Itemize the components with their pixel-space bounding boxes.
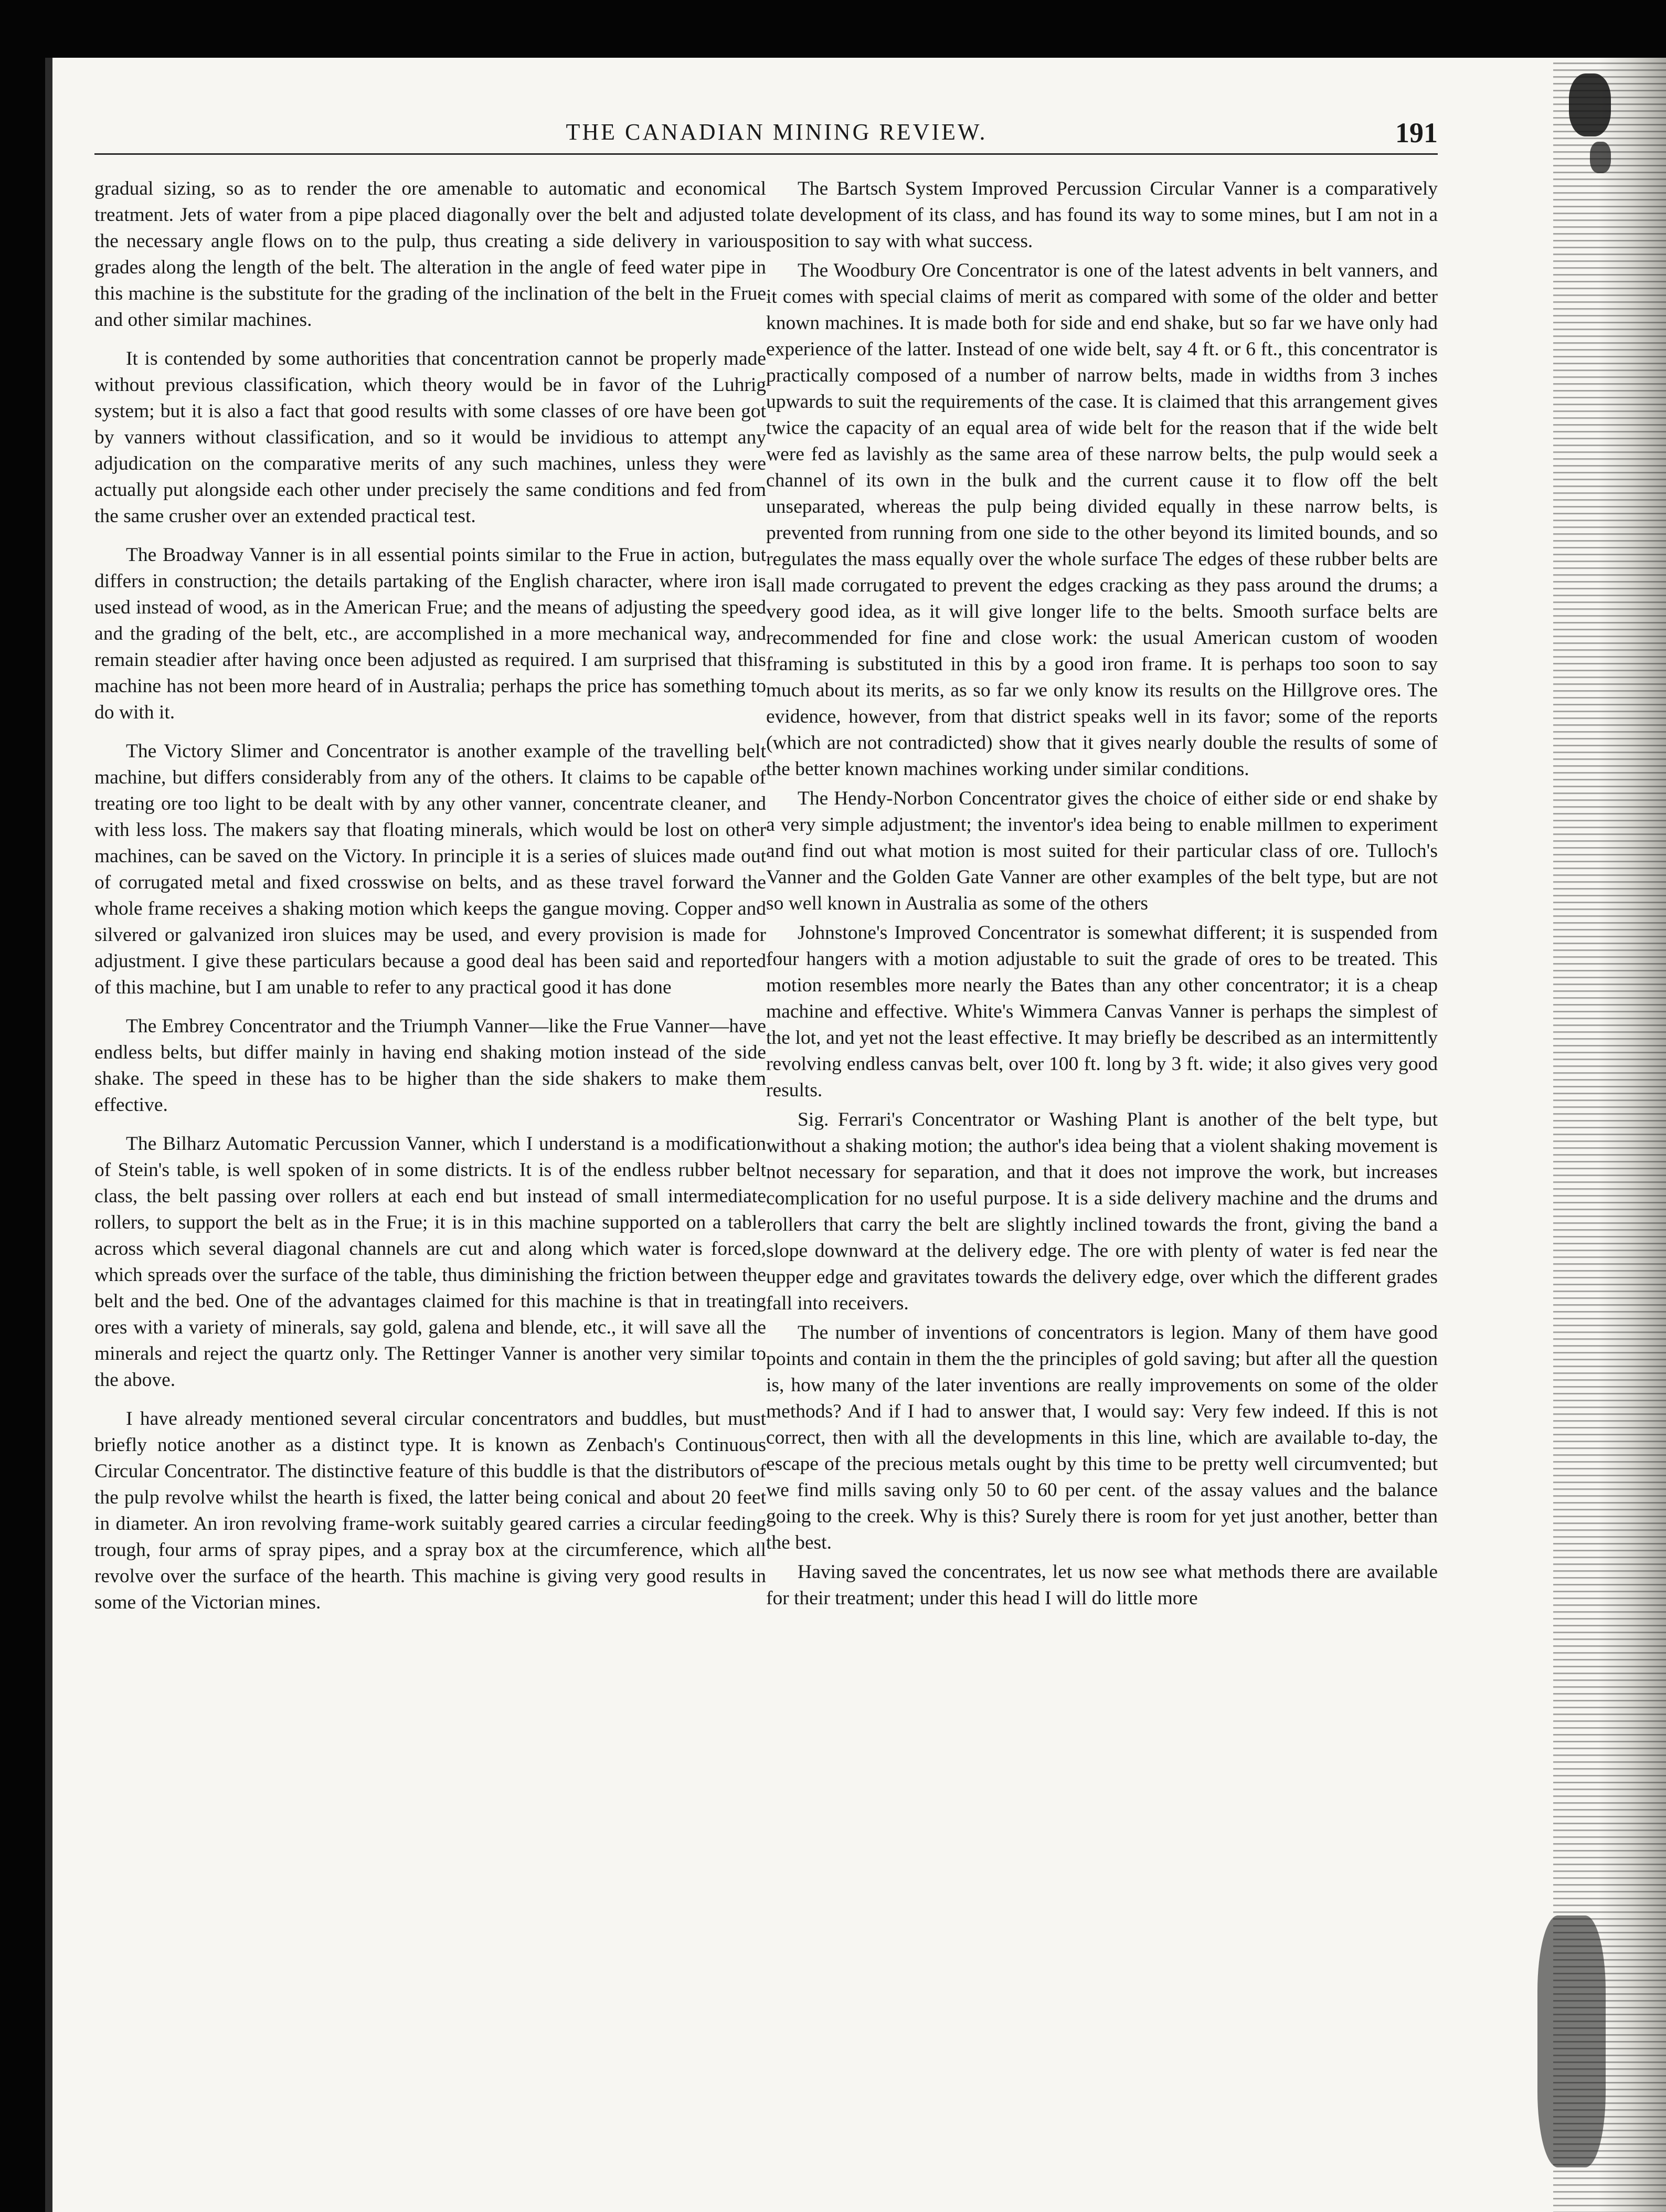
scan-smudge <box>1590 142 1611 173</box>
header-rule <box>94 153 1438 155</box>
paragraph: Having saved the concentrates, let us now see what methods there are available for their treatment; under this head I will do little more <box>766 1561 1438 1609</box>
paragraph: The Woodbury Ore Concentrator is one of the latest advents in belt vanners, and it comes with special claims of merit as compared with some of the older and better known machines. It is made both for side and end shake, but so far we have only had experience of the latter. Instead of one wide belt, say 4 ft. or 6 ft., this concentrator is practically composed of a number of narrow belts, made in widths from 3 inches upwards to suit the requirements of the case. It is claimed that this arrangement gives twice the capacity of an equal area of wide belt for the reason that if the wide belt were fed as lavishly as the same area of these narrow belts, the pulp would seek a channel of its own in the bulk and the current cause it to flow off the belt unseparated, whereas the pulp being divided equally in these narrow belts, is prevented from running from one side to the other beyond its limited bounds, and so regulates the mass equally over the whole surface The edges of these rubber belts are all made corrugated to prevent the edges cracking as they pass around the drums; a very good idea, as it will give longer life to the belts. Smooth surface belts are recommended for fine and close work: the usual American custom of wooden framing is substituted in this by a good iron frame. It is perhaps too soon to say much about its merits, as so far we only know its results on the Hillgrove ores. The evidence, however, from that district speaks well in its favor; some of the reports (which are not contradicted) show that it gives nearly double the results of some of the better known machines working under similar conditions. <box>766 260 1438 780</box>
scan-page-edge-right <box>1553 58 1666 2212</box>
paragraph: The Embrey Concentrator and the Triumph Vanner—like the Frue Vanner—have endless belts, but differ mainly in having end shaking motion instead of the side shake. The speed in these has to be higher than the side shakers to make them effective. <box>94 1015 766 1116</box>
scan-border-left-shadow <box>45 58 52 2212</box>
paragraph: I have already mentioned several circular concentrators and buddles, but must briefly notice another as a distinct type. It is known as Zenbach's Continuous Circular Concentrator. The distinctive feature of this buddle is that the distributors of the pulp revolve whilst the hearth is fixed, the latter being conical and about 20 feet in diameter. An iron revolving frame-work suitably geared carries a circular feeding trough, four arms of spray pipes, and a spray box at the circumference, which all revolve over the surface of the hearth. This machine is giving very good results in some of the Victorian mines. <box>94 1408 766 1613</box>
paragraph: The Broadway Vanner is in all essential points similar to the Frue in action, but differs in construction; the details partaking of the English character, where iron is used instead of wood, as in the American Frue; and the means of adjusting the speed and the grading of the belt, etc., are accomplished in a more mechanical way, and remain steadier after having once been adjusted as required. I am surprised that this machine has not been more heard of in Australia; perhaps the price has something to do with it. <box>94 544 766 723</box>
paragraph: Johnstone's Improved Concentrator is somewhat different; it is suspended from four hangers with a motion adjustable to suit the grade of ores to be treated. This motion resembles more nearly the Bates than any other concentrator; it is a cheap machine and effective. White's Wimmera Canvas Vanner is perhaps the simplest of the lot, and yet not the least effective. It may briefly be described as an intermittently revolving endless canvas belt, over 100 ft. long by 3 ft. wide; it also gives very good results. <box>766 922 1438 1101</box>
paragraph: The Victory Slimer and Concentrator is another example of the travelling belt machine, but differs considerably from any of the others. It claims to be capable of treating ore too light to be dealt with by any other vanner, concentrate cleaner, and with less loss. The makers say that floating minerals, which would be lost on other machines, can be saved on the Victory. In principle it is a series of sluices made out of corrugated metal and fixed crosswise on belts, and as these travel forward the whole frame receives a shaking motion which keeps the gangue moving. Copper and silvered or galvanized iron sluices may be used, and every provision is made for adjustment. I give these particulars because a good deal has been said and reported of this machine, but I am unable to refer to any practical good it has done <box>94 740 766 998</box>
page-number: 191 <box>1395 117 1438 149</box>
paragraph: The number of inventions of concentrators is legion. Many of them have good points and contain in them the the principles of gold saving; but after all the question is, how many of the later inventions are really improvements on some of the older methods? And if I had to answer that, I would say: Very few indeed. If this is not correct, then with all the developments in this line, which are available to-day, the escape of the precious metals ought by this time to be pretty well circumvented; but we find mills saving only 50 to 60 per cent. of the assay values and the balance going to the creek. Why is this? Surely there is room for yet just another, better than the best. <box>766 1322 1438 1553</box>
running-title: THE CANADIAN MINING REVIEW. <box>566 119 988 145</box>
scan-border-left <box>0 0 45 2212</box>
scan-smudge <box>1569 73 1611 136</box>
scan-border-top <box>0 0 1666 58</box>
left-column <box>94 176 766 1616</box>
paragraph: The Bilharz Automatic Percussion Vanner, which I understand is a modification of Stein's table, is well spoken of in some districts. It is of the endless rubber belt class, the belt passing over rollers at each end but instead of small intermediate rollers, to support the belt as in the Frue; it is in this machine supported on a table across which several diagonal channels are cut and along which water is forced, which spreads over the surface of the table, thus diminishing the friction between the belt and the bed. One of the advantages claimed for this machine is that in treating ores with a variety of minerals, say gold, galena and blende, etc., it will save all the minerals and reject the quartz only. The Rettinger Vanner is another very similar to the above. <box>94 1133 766 1391</box>
paragraph: It is contended by some authorities that concentration cannot be properly made without previous classification, which theory would be in favor of the Luhrig system; but it is also a fact that good results with some classes of ore have been got by vanners without classification, and so it would be invidious to attempt any adjudication on the comparative merits of any such machines, unless they were actually put alongside each other under precisely the same conditions and fed from the same crusher over an extended practical test. <box>94 348 766 527</box>
paragraph: Sig. Ferrari's Concentrator or Washing Plant is another of the belt type, but without a shaking motion; the author's idea being that a violent shaking movement is not necessary for separation, and that it does not improve the work, but increases complication for no useful purpose. It is a side delivery machine and the drums and rollers that carry the belt are slightly inclined towards the front, giving the band a slope downward at the delivery edge. The ore with plenty of water is fed near the upper edge and gravitates towards the delivery edge, over which the different grades fall into receivers. <box>766 1109 1438 1314</box>
right-column <box>766 176 1438 1612</box>
scan-smudge <box>1537 1915 1606 2167</box>
paragraph: gradual sizing, so as to render the ore amenable to automatic and economical treatment. Jets of water from a pipe placed diagonally over the belt and adjusted to the necessary angle flows on to the pulp, thus creating a side delivery in various grades along the length of the belt. The alteration in the angle of feed water pipe in this machine is the substitute for the grading of the inclination of the belt in the Frue and other similar machines. <box>94 178 766 331</box>
paragraph: The Bartsch System Improved Percussion Circular Vanner is a comparatively late development of its class, and has found its way to some mines, but I am not in a position to say with what success. <box>766 178 1438 252</box>
paragraph: The Hendy-Norbon Concentrator gives the choice of either side or end shake by a very simple adjustment; the inventor's idea being to enable millmen to experiment and find out what motion is most suited for their particular class of ore. Tulloch's Vanner and the Golden Gate Vanner are other examples of the belt type, but are not so well known in Australia as some of the others <box>766 788 1438 914</box>
